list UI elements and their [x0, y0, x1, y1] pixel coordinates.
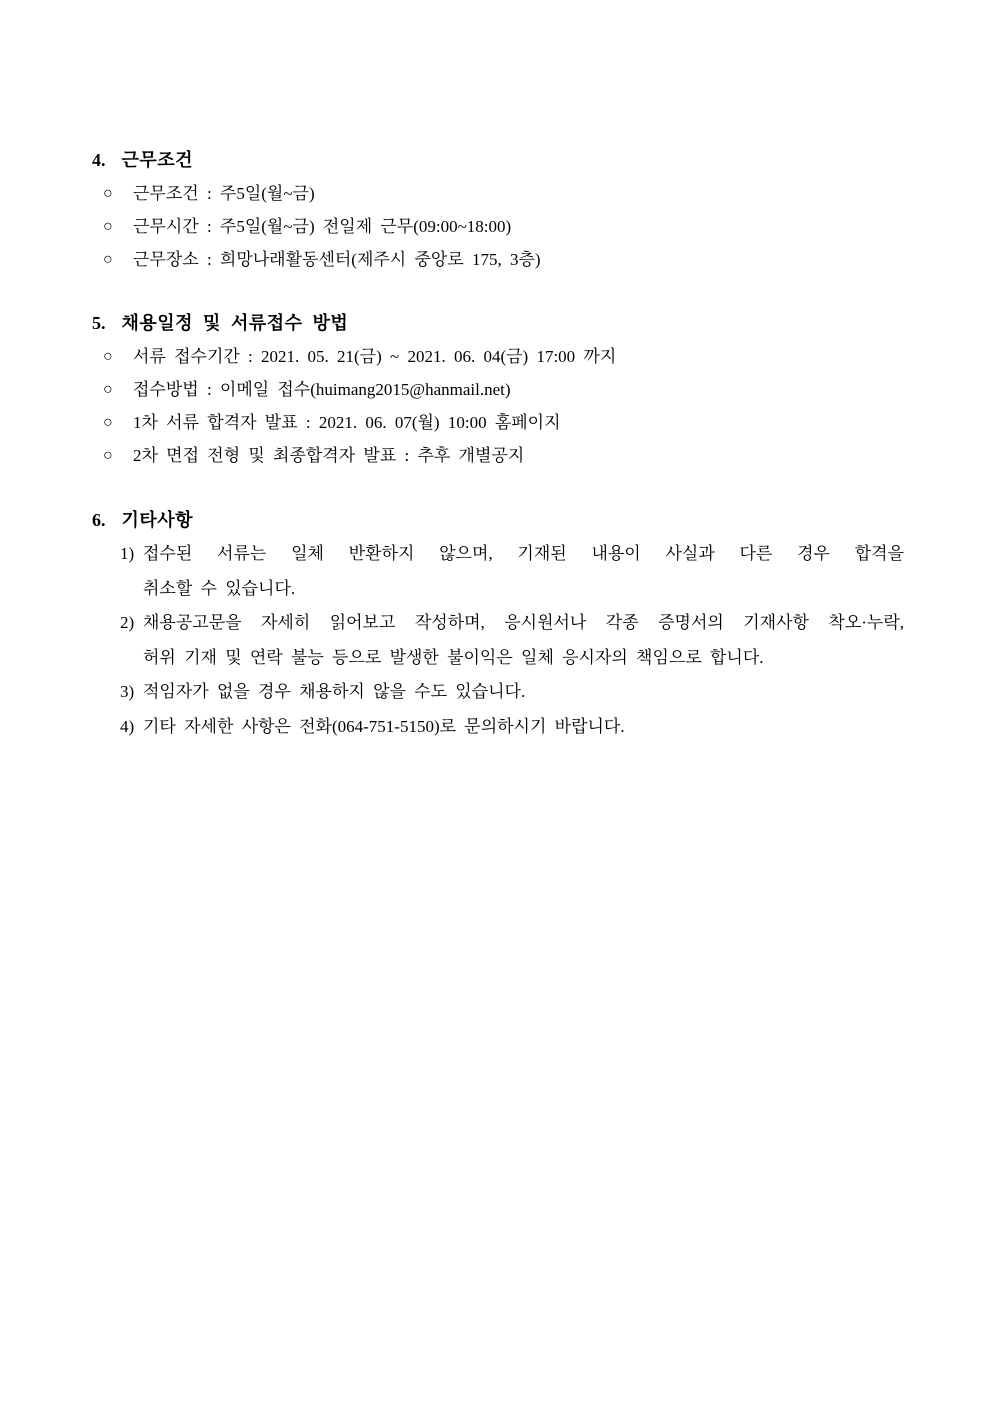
item-line: 취소할 수 있습니다. [143, 578, 296, 598]
section-number: 5. [92, 313, 106, 333]
bullet-item [92, 439, 904, 472]
bullet-item [92, 243, 904, 276]
document-content [92, 144, 904, 744]
section-title: 채용일정 및 서류접수 방법 [121, 313, 349, 333]
section-working-conditions [92, 144, 904, 276]
bullet-text: 서류 접수기간 : 2021. 05. 21(금) ~ 2021. 06. 04(금) 17:00 까지 [133, 347, 617, 366]
item-line: 기타 자세한 사항은 전화(064-751-5150)로 문의하시기 바랍니다. [143, 716, 625, 736]
section-number: 4. [92, 150, 106, 170]
bullet-text: 근무장소 : 희망나래활동센터(제주시 중앙로 175, 3층) [133, 250, 541, 269]
numbered-item [92, 537, 904, 606]
circle-bullet-icon: ○ [103, 185, 113, 202]
item-line: 허위 기재 및 연락 불능 등으로 발생한 불이익은 일체 응시자의 책임으로 합니다. [143, 647, 764, 667]
section-heading [92, 504, 904, 537]
bullet-item [92, 177, 904, 210]
section-title: 근무조건 [121, 150, 194, 170]
circle-bullet-icon: ○ [103, 414, 113, 431]
section-heading [92, 144, 904, 177]
numbered-item [92, 675, 904, 710]
bullet-text: 1차 서류 합격자 발표 : 2021. 06. 07(월) 10:00 홈페이지 [133, 413, 561, 432]
bullet-text: 근무조건 : 주5일(월~금) [133, 184, 315, 203]
item-number: 4) [120, 716, 135, 736]
item-number: 2) [120, 613, 135, 632]
circle-bullet-icon: ○ [103, 251, 113, 268]
item-body [143, 606, 904, 675]
bullet-text: 근무시간 : 주5일(월~금) 전일제 근무(09:00~18:00) [133, 217, 512, 236]
item-number: 3) [120, 682, 135, 701]
section-heading [92, 307, 904, 340]
section-number: 6. [92, 510, 106, 530]
section-title: 기타사항 [121, 510, 194, 530]
circle-bullet-icon: ○ [103, 381, 113, 398]
item-line: 채용공고문을 자세히 읽어보고 작성하며, 응시원서나 각종 증명서의 기재사항 착오·누락, [143, 613, 904, 632]
section-other-notes [92, 504, 904, 744]
item-number: 1) [120, 544, 135, 563]
bullet-item [92, 210, 904, 243]
numbered-item [92, 606, 904, 675]
bullet-item [92, 340, 904, 373]
circle-bullet-icon: ○ [103, 348, 113, 365]
bullet-item [92, 373, 904, 406]
bullet-text: 2차 면접 전형 및 최종합격자 발표 : 추후 개별공지 [133, 446, 525, 465]
item-body [143, 537, 904, 606]
circle-bullet-icon: ○ [103, 447, 113, 464]
item-body [143, 675, 904, 710]
bullet-item [92, 406, 904, 439]
numbered-item [92, 710, 904, 745]
bullet-text: 접수방법 : 이메일 접수(huimang2015@hanmail.net) [133, 380, 511, 399]
circle-bullet-icon: ○ [103, 218, 113, 235]
item-line: 접수된 서류는 일체 반환하지 않으며, 기재된 내용이 사실과 다른 경우 합격을 [143, 544, 904, 563]
section-recruitment-schedule [92, 307, 904, 472]
item-body [143, 710, 904, 745]
item-line: 적임자가 없을 경우 채용하지 않을 수도 있습니다. [143, 682, 526, 701]
